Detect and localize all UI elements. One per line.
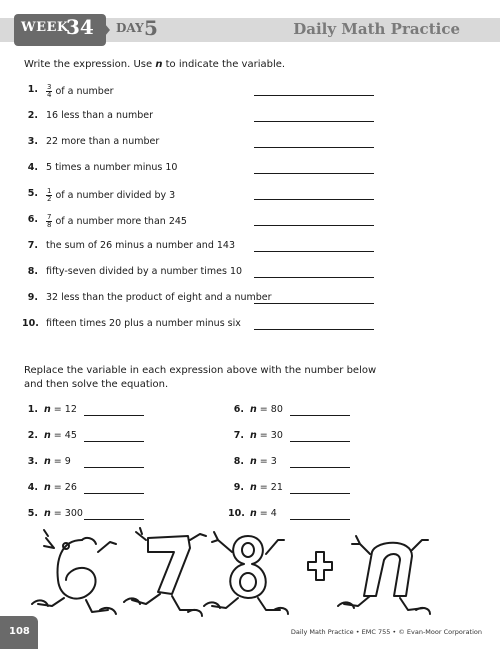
answer-line[interactable] xyxy=(254,95,374,96)
variable-n: n xyxy=(155,59,163,70)
item-number: 3. xyxy=(27,136,38,147)
item-number: 6. xyxy=(233,404,244,415)
answer-line[interactable] xyxy=(254,147,374,148)
variable-value xyxy=(44,430,77,441)
answer-line[interactable] xyxy=(84,467,144,468)
expression-words: 22 more than a number xyxy=(46,136,160,147)
value-text: = 26 xyxy=(53,482,77,493)
six-character-icon xyxy=(32,530,116,614)
answer-line[interactable] xyxy=(290,415,350,416)
instruction-text: to indicate the variable. xyxy=(162,59,286,70)
item-number: 6. xyxy=(27,214,38,225)
value-text: = 80 xyxy=(259,404,283,415)
answer-line[interactable] xyxy=(84,519,144,520)
item-number: 9. xyxy=(27,292,38,303)
variable-value xyxy=(44,482,77,493)
variable-value xyxy=(44,404,77,415)
fraction-denominator: 2 xyxy=(47,195,52,203)
value-text: = 45 xyxy=(53,430,77,441)
expression-item xyxy=(0,240,500,256)
expression-text xyxy=(46,240,235,251)
fraction-denominator: 4 xyxy=(47,91,52,99)
evaluation-item xyxy=(228,430,368,446)
eight-character-icon xyxy=(204,532,288,614)
item-number: 5. xyxy=(27,188,38,199)
fraction xyxy=(46,84,52,99)
item-number: 9. xyxy=(233,482,244,493)
evaluation-item xyxy=(22,482,162,498)
variable-n: n xyxy=(44,430,51,441)
expression-words: the sum of 26 minus a number and 143 xyxy=(46,240,236,251)
value-text: = 9 xyxy=(53,456,71,467)
value-text: = 4 xyxy=(259,508,277,519)
answer-line[interactable] xyxy=(254,121,374,122)
expression-text xyxy=(46,318,241,329)
expression-words: 16 less than a number xyxy=(46,110,154,121)
expression-item xyxy=(0,214,500,230)
evaluation-item xyxy=(22,456,162,472)
evaluation-item xyxy=(228,404,368,420)
footer-credit: Daily Math Practice • EMC 755 • © Evan-Moor Corporation xyxy=(290,628,482,636)
expression-text xyxy=(46,266,242,277)
answer-line[interactable] xyxy=(84,415,144,416)
item-number: 4. xyxy=(27,482,38,493)
variable-n: n xyxy=(44,404,51,415)
variable-value xyxy=(44,456,71,467)
variable-n: n xyxy=(250,404,257,415)
answer-line[interactable] xyxy=(254,329,374,330)
expression-item xyxy=(0,292,500,308)
value-text: = 30 xyxy=(259,430,283,441)
week-label: WEEK xyxy=(21,20,69,35)
variable-n: n xyxy=(44,482,51,493)
expression-item xyxy=(0,266,500,282)
expression-text xyxy=(46,162,177,173)
expression-words: of a number more than 245 xyxy=(55,216,187,227)
expression-text xyxy=(46,136,159,147)
expression-item xyxy=(0,136,500,152)
answer-line[interactable] xyxy=(254,251,374,252)
week-badge-arrow xyxy=(100,18,110,42)
answer-line[interactable] xyxy=(254,199,374,200)
instruction-text: Write the expression. Use xyxy=(24,59,156,70)
variable-value xyxy=(250,482,283,493)
item-number: 3. xyxy=(27,456,38,467)
variable-value xyxy=(250,456,277,467)
variable-n: n xyxy=(250,482,257,493)
variable-n: n xyxy=(250,456,257,467)
answer-line[interactable] xyxy=(254,225,374,226)
item-number: 7. xyxy=(233,430,244,441)
item-number: 5. xyxy=(27,508,38,519)
variable-value xyxy=(250,430,283,441)
answer-line[interactable] xyxy=(254,173,374,174)
evaluation-item xyxy=(228,482,368,498)
answer-line[interactable] xyxy=(290,493,350,494)
page-number: 108 xyxy=(9,626,30,637)
variable-n: n xyxy=(44,456,51,467)
answer-line[interactable] xyxy=(290,519,350,520)
fraction-numerator: 7 xyxy=(47,213,52,221)
week-number: 34 xyxy=(66,15,94,39)
answer-line[interactable] xyxy=(84,493,144,494)
item-number: 2. xyxy=(27,430,38,441)
expression-words: 5 times a number minus 10 xyxy=(46,162,178,173)
expression-text xyxy=(46,84,114,99)
value-text: = 21 xyxy=(259,482,283,493)
item-number: 1. xyxy=(27,404,38,415)
item-number: 2. xyxy=(27,110,38,121)
item-number: 10. xyxy=(228,508,245,519)
evaluation-item xyxy=(22,404,162,420)
part2-instruction: Replace the variable in each expression above with the number below and then solve the equation. xyxy=(24,365,377,390)
item-number: 7. xyxy=(27,240,38,251)
answer-line[interactable] xyxy=(254,277,374,278)
plus-sign-icon xyxy=(308,552,332,580)
item-number: 8. xyxy=(27,266,38,277)
expression-words: fifteen times 20 plus a number minus six xyxy=(46,318,241,329)
variable-value xyxy=(250,404,283,415)
evaluation-item xyxy=(22,430,162,446)
expression-text xyxy=(46,214,187,229)
variable-value xyxy=(250,508,277,519)
seven-character-icon xyxy=(124,528,206,616)
fraction xyxy=(46,188,52,203)
expression-text xyxy=(46,292,272,303)
day-label: DAY xyxy=(116,21,144,35)
value-text: = 300 xyxy=(53,508,83,519)
value-text: = 12 xyxy=(53,404,77,415)
variable-n: n xyxy=(250,430,257,441)
item-number: 8. xyxy=(233,456,244,467)
expression-words: fifty-seven divided by a number times 10 xyxy=(46,266,243,277)
fraction-numerator: 3 xyxy=(47,83,52,91)
expression-text xyxy=(46,110,153,121)
fraction-denominator: 8 xyxy=(47,221,52,229)
expression-words: of a number divided by 3 xyxy=(55,190,176,201)
value-text: = 3 xyxy=(259,456,277,467)
day-number: 5 xyxy=(144,16,158,40)
fraction-numerator: 1 xyxy=(47,187,52,195)
answer-line[interactable] xyxy=(84,441,144,442)
expression-words: 32 less than the product of eight and a number xyxy=(46,292,272,303)
answer-line[interactable] xyxy=(254,303,374,304)
answer-line[interactable] xyxy=(290,441,350,442)
evaluation-item xyxy=(228,456,368,472)
expression-item xyxy=(0,318,500,334)
page-title: Daily Math Practice xyxy=(293,20,460,38)
fraction xyxy=(46,214,52,229)
answer-line[interactable] xyxy=(290,467,350,468)
variable-n: n xyxy=(44,508,51,519)
item-number: 4. xyxy=(27,162,38,173)
part1-instruction xyxy=(24,58,384,72)
item-number: 10. xyxy=(22,318,39,329)
variable-n: n xyxy=(250,508,257,519)
n-character-icon xyxy=(338,536,430,614)
expression-item xyxy=(0,188,500,204)
item-number: 1. xyxy=(27,84,38,95)
running-characters-illustration xyxy=(20,522,450,620)
expression-item xyxy=(0,162,500,178)
expression-words: of a number xyxy=(55,86,114,97)
expression-text xyxy=(46,188,175,203)
variable-value xyxy=(44,508,83,519)
expression-item xyxy=(0,84,500,100)
expression-item xyxy=(0,110,500,126)
